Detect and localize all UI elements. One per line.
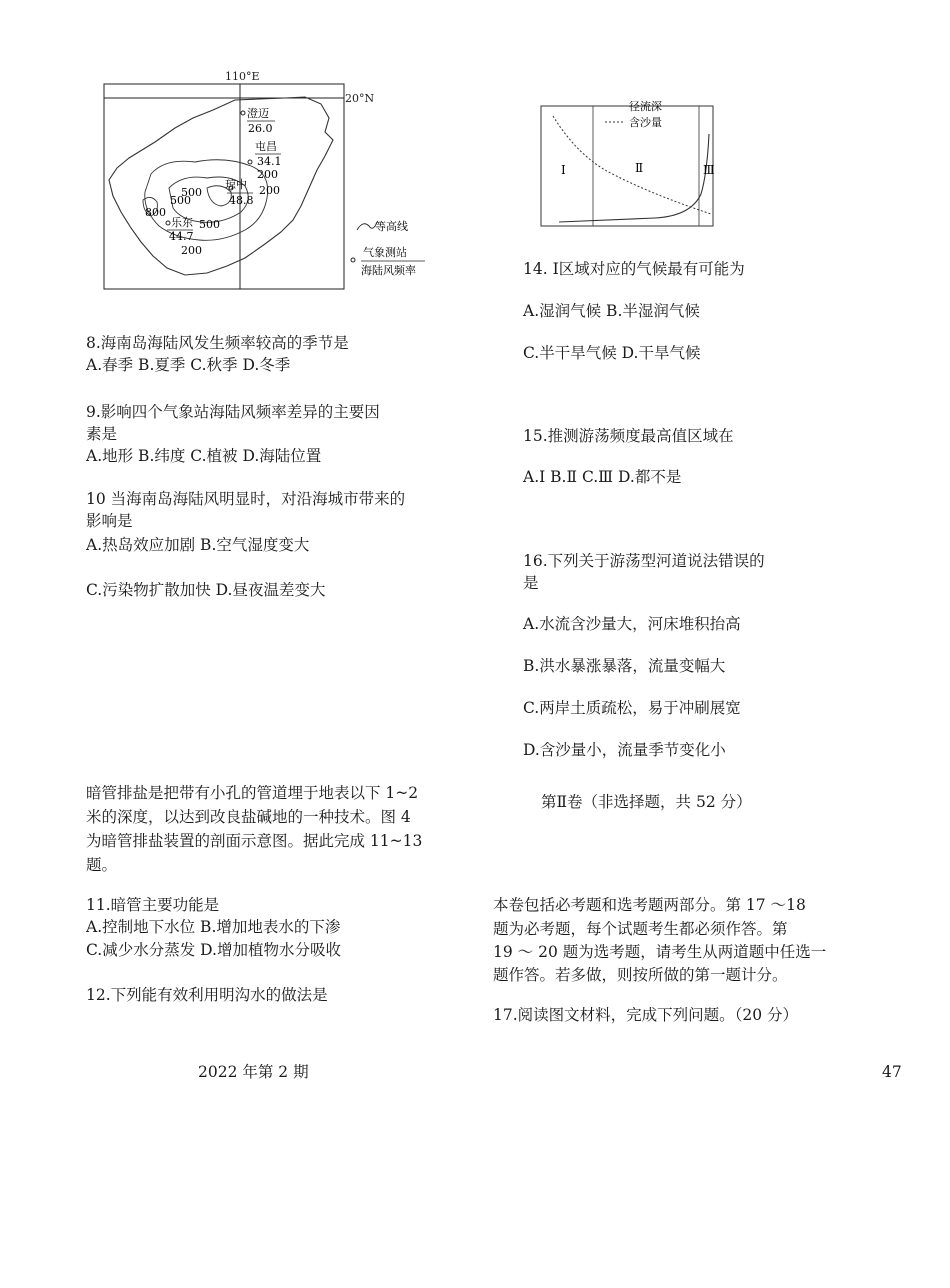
- section-intro-line3: 19 ～ 20 题为选考题，请考生从两道题中任选一: [493, 943, 827, 961]
- map-lon-label: 110°E: [225, 70, 260, 83]
- q9-stem-line2: 素是: [86, 425, 118, 443]
- station-ledong-value: 44.7: [169, 230, 194, 243]
- q10-stem-line2: 影响是: [86, 512, 133, 530]
- intro-line1: 暗管排盐是把带有小孔的管道埋于地表以下 1~2: [86, 784, 419, 802]
- q17-stem: 17.阅读图文材料，完成下列问题。（20 分）: [493, 1006, 799, 1024]
- zone-label-2: Ⅱ: [635, 161, 644, 175]
- q11-options-line1: A.控制地下水位 B.增加地表水的下渗: [86, 918, 341, 936]
- q8-options: A.春季 B.夏季 C.秋季 D.冬季: [86, 356, 291, 374]
- station-chengmai-value: 26.0: [248, 122, 273, 135]
- legend-contour-label: 等高线: [375, 220, 408, 233]
- contour-label: 500: [181, 186, 202, 199]
- station-chengmai-name: 澄迈: [247, 107, 269, 120]
- q15-options: A.Ⅰ B.Ⅱ C.Ⅲ D.都不是: [523, 468, 682, 486]
- q14-stem: 14. Ⅰ区域对应的气候最有可能为: [523, 260, 745, 278]
- station-qiongzhong-name: 琼中: [225, 178, 247, 191]
- contour-label: 200: [259, 184, 280, 197]
- q11-stem: 11.暗管主要功能是: [86, 896, 220, 914]
- zone-label-1: Ⅰ: [561, 163, 566, 177]
- river-runoff-sediment-figure: [535, 94, 725, 234]
- q16-option-c: C.两岸土质疏松，易于冲刷展宽: [523, 699, 741, 717]
- q14-options-line1: A.湿润气候 B.半湿润气候: [523, 302, 700, 320]
- q16-option-d: D.含沙量小，流量季节变化小: [523, 741, 726, 759]
- station-tunchang-name: 屯昌: [255, 140, 277, 153]
- sediment-curve: [553, 116, 711, 214]
- footer-issue: 2022 年第 2 期: [198, 1063, 309, 1081]
- contour-label: 200: [257, 168, 278, 181]
- intro-line3: 为暗管排盐装置的剖面示意图。据此完成 11~13: [86, 832, 423, 850]
- contour-label: 800: [145, 206, 166, 219]
- section-intro-line1: 本卷包括必考题和选考题两部分。第 17 ～18: [493, 896, 806, 914]
- q8-stem: 8.海南岛海陆风发生频率较高的季节是: [86, 334, 349, 352]
- q10-stem-line1: 10 当海南岛海陆风明显时，对沿海城市带来的: [86, 490, 406, 508]
- q16-option-a: A.水流含沙量大，河床堆积抬高: [523, 615, 741, 633]
- q12-stem: 12.下列能有效利用明沟水的做法是: [86, 986, 328, 1004]
- station-qiongzhong-value: 48.8: [229, 194, 254, 207]
- station-tunchang-value: 34.1: [257, 155, 282, 168]
- runoff-curve: [559, 134, 709, 222]
- legend-contour-symbol: [357, 222, 377, 230]
- q14-options-line2: C.半干旱气候 D.干旱气候: [523, 344, 701, 362]
- station-ledong-name: 乐东: [171, 216, 193, 229]
- zone-label-3: Ⅲ: [703, 163, 715, 177]
- legend-runoff: 径流深: [629, 100, 662, 113]
- contour-label: 500: [199, 218, 220, 231]
- q10-options-line1: A.热岛效应加剧 B.空气湿度变大: [86, 536, 310, 554]
- q16-stem-line2: 是: [523, 574, 539, 592]
- intro-line4: 题。: [86, 856, 118, 874]
- contour-label: 200: [181, 244, 202, 257]
- intro-line2: 米的深度，以达到改良盐碱地的一种技术。图 4: [86, 808, 411, 826]
- footer-page-number: 47: [882, 1063, 902, 1081]
- legend-sediment: 含沙量: [629, 116, 662, 129]
- legend-station-label: 气象测站: [363, 246, 407, 259]
- q16-option-b: B.洪水暴涨暴落，流量变幅大: [523, 657, 726, 675]
- q11-options-line2: C.减少水分蒸发 D.增加植物水分吸收: [86, 941, 341, 959]
- section-intro-line4: 题作答。若多做，则按所做的第一题计分。: [493, 966, 788, 984]
- q16-stem-line1: 16.下列关于游荡型河道说法错误的: [523, 552, 765, 570]
- legend-freq-label: 海陆风频率: [361, 264, 416, 277]
- hainan-map-figure: [95, 70, 435, 294]
- q15-stem: 15.推测游荡频度最高值区域在: [523, 427, 734, 445]
- q10-options-line2: C.污染物扩散加快 D.昼夜温差变大: [86, 581, 326, 599]
- contour-label: 500: [170, 194, 191, 207]
- section-intro-line2: 题为必考题，每个试题考生都必须作答。第: [493, 920, 788, 938]
- q9-stem-line1: 9.影响四个气象站海陆风频率差异的主要因: [86, 403, 380, 421]
- map-lat-label: 20°N: [345, 92, 375, 105]
- q9-options: A.地形 B.纬度 C.植被 D.海陆位置: [86, 447, 322, 465]
- section-title: 第Ⅱ卷（非选择题，共 52 分）: [541, 793, 752, 811]
